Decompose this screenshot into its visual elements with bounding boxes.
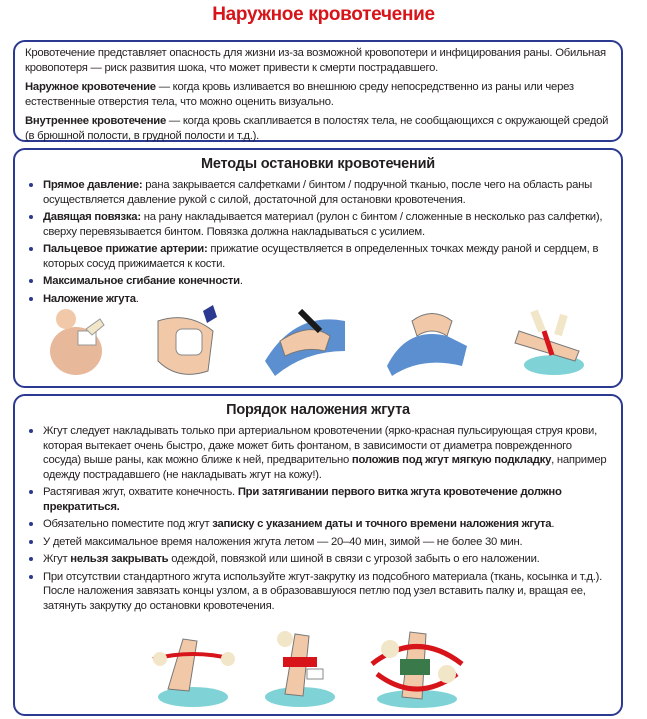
intro-paragraph: Кровотечение представляет опасность для жизни из-за возможной кровопотери и инфицирования раны. Обильная кровопотеря — риск развития шока, что может привести к смерти пострадавшего. xyxy=(25,47,606,74)
external-bleeding-definition xyxy=(25,80,611,109)
definition: — когда кровь скапливается в полостях тела, не сообщающихся с окружающей средой (в брюшной полости, в грудной полости и т.д.). xyxy=(25,115,609,142)
item-text: на рану накладывается материал (рулон с бинтом / сложенные в несколько раз салфетки), сверху перевязывается бинтом. Повязка должна накладываться с усилием. xyxy=(43,211,603,238)
tourniquet-list xyxy=(25,424,611,613)
term: Внутреннее кровотечение xyxy=(25,115,167,127)
item-text: , например одежду пострадавшего (не накладывать жгут на кожу!). xyxy=(43,454,607,481)
item-bold: Максимальное сгибание конечности xyxy=(43,275,240,287)
tourniquet-step-2-illustration xyxy=(255,619,345,709)
item-text: . xyxy=(135,292,139,305)
list-item xyxy=(25,242,611,271)
list-item xyxy=(25,570,611,614)
item-text: Растягивая жгут, охватите конечность. xyxy=(43,486,238,498)
item-bold: Прямое давление: xyxy=(43,179,143,191)
item-text: . xyxy=(551,518,555,530)
methods-illustrations xyxy=(20,300,610,380)
item-bold: нельзя закрывать xyxy=(70,553,169,565)
twist-tourniquet-illustration xyxy=(362,619,472,709)
list-item xyxy=(25,210,611,239)
list-item xyxy=(25,485,611,514)
limb-flexion-illustration xyxy=(382,301,472,379)
methods-list xyxy=(25,178,611,306)
methods-heading: Методы остановки кровотечений xyxy=(200,156,436,172)
tourniquet-step-1-illustration xyxy=(148,619,238,709)
item-text: Жгут xyxy=(43,553,71,565)
item-text: прижатие осуществляется в определенных точках между раной и сердцем, в которых сосуд прижимается к кости. xyxy=(43,243,599,270)
item-bold: При затягивании первого витка жгута кровотечение должно прекратиться. xyxy=(43,486,562,513)
tourniquet-illustration xyxy=(504,301,594,379)
tourniquet-illustrations xyxy=(140,618,480,710)
item-bold: положив под жгут мягкую подкладку xyxy=(351,454,552,466)
item-text: Обязательно поместите под жгут xyxy=(43,518,213,530)
list-item xyxy=(25,535,611,550)
internal-bleeding-definition xyxy=(25,114,611,143)
item-bold: Пальцевое прижатие артерии: xyxy=(43,243,208,255)
list-item xyxy=(25,274,611,289)
definition: — когда кровь изливается во внешнюю среду непосредственно из раны или через естественные отверстия тела, что можно оценить визуально. xyxy=(25,81,574,108)
intro-box xyxy=(13,40,623,142)
item-text: одеждой, повязкой или шиной в связи с угрозой забыть о его наложении. xyxy=(168,553,540,565)
pressure-bandage-illustration xyxy=(148,301,228,379)
term: Наружное кровотечение xyxy=(25,81,156,93)
item-text: Жгут следует накладывать только при артериальном кровотечении (ярко-красная пульсирующая струя крови, которая вытекает очень быстро, даже может бить фонтаном, в зависимости от диаметра поврежденного сосуда) выше раны, как можно ближе к ней, предварительно xyxy=(43,425,598,466)
item-bold: записку с указанием даты и точного времени наложения жгута xyxy=(212,518,552,530)
item-text: рана закрывается салфетками / бинтом / подручной тканью, после чего на область раны осуществляется давление рукой с силой, достаточной для остановки кровотечения. xyxy=(43,179,592,206)
list-item xyxy=(25,178,611,207)
finger-pressure-illustration xyxy=(260,301,350,379)
direct-pressure-illustration xyxy=(36,301,116,379)
page-title: Наружное кровотечение xyxy=(212,4,435,25)
item-text: У детей максимальное время наложения жгута летом — 20–40 мин, зимой — не более 30 мин. xyxy=(43,535,523,548)
list-item xyxy=(25,517,611,532)
tourniquet-heading: Порядок наложения жгута xyxy=(226,402,410,418)
list-item xyxy=(25,552,611,567)
item-text: . xyxy=(239,275,243,287)
list-item xyxy=(25,424,611,482)
item-text: При отсутствии стандартного жгута используйте жгут-закрутку из подсобного материала (ткань, косынка и т.д.). После наложения завязать концы узлом, а в образовавшуюся петлю под узел вставить палку и, вращая ее, затянуть закрутку до остановки кровотечения. xyxy=(43,570,602,612)
item-bold: Наложение жгута xyxy=(43,292,136,305)
item-bold: Давящая повязка: xyxy=(43,211,141,223)
